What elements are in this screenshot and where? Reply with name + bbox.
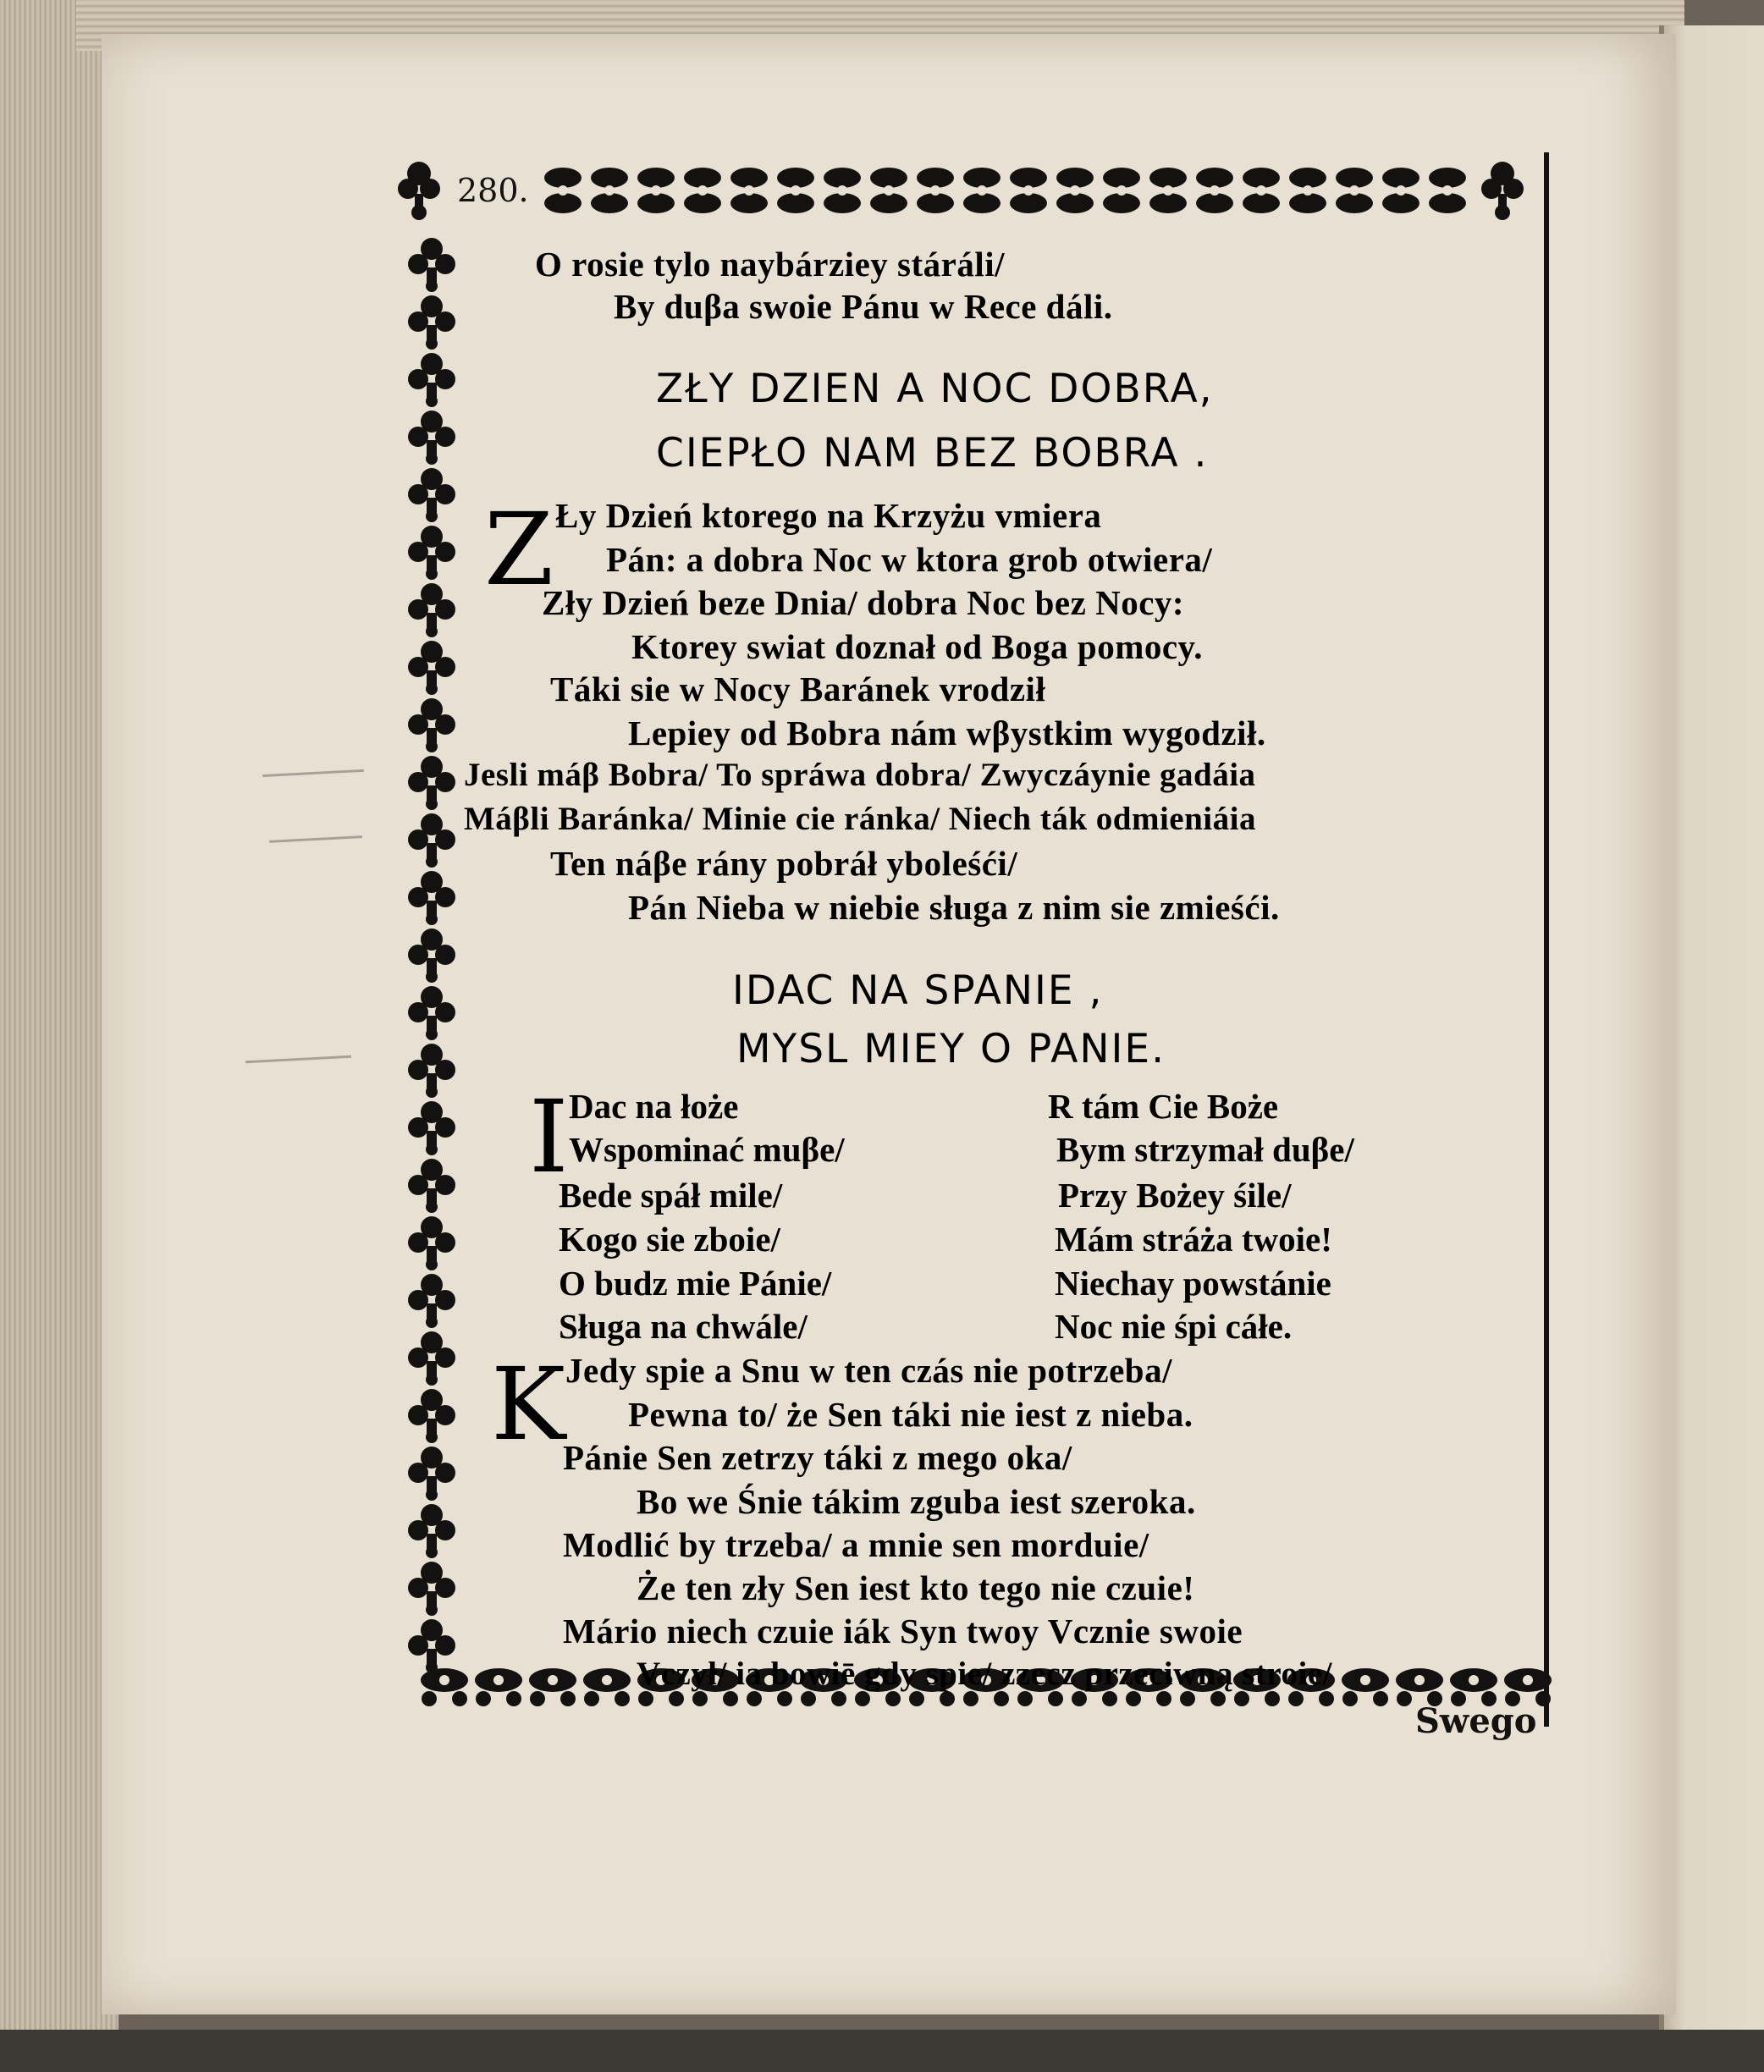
right-column-line: Przy Bożey śile/ [1058,1176,1292,1215]
verse-line: Pewna to/ że Sen táki nie iest z nieba. [628,1395,1193,1434]
left-column-line: Kogo sie zboie/ [559,1220,780,1259]
catchword: Swego [1415,1701,1537,1741]
verse-line: Jesli máβ Bobra/ To spráwa dobra/ Zwyczáynie gadáia [464,757,1256,793]
verse-line: Máβli Baránka/ Minie cie ránka/ Niech ták odmieniáia [464,801,1256,837]
verse-line: Vczył/ ia bowiē gdy spie/ zzecz przeciwną stroie/ [637,1656,1333,1692]
verse-line: Bo we Śnie tákim zguba iest szeroka. [637,1482,1196,1521]
verse-line: Ły Dzień ktorego na Krzyżu vmiera [555,496,1102,535]
left-column-line: O budz mie Pánie/ [559,1264,832,1303]
left-column-line: Sługa na chwále/ [559,1307,808,1346]
drop-cap: Z [484,491,554,608]
ornamental-border-left [398,152,466,1727]
drop-cap: K [491,1346,566,1463]
left-column-line: Wspominać muβe/ [569,1130,845,1169]
drop-cap: I [529,1078,569,1195]
verse-line: Mário niech czuie iák Syn twoy Vcznie swoie [563,1612,1243,1650]
verse-line: Pánie Sen zetrzy táki z mego oka/ [563,1438,1072,1477]
verse-line: O rosie tylo naybárziey stáráli/ [535,245,1006,284]
verse-line: Modlić by trzeba/ a mnie sen morduie/ [563,1525,1149,1564]
right-column-line: Bym strzymał duβe/ [1056,1130,1354,1169]
verse-line: Pán Nieba w niebie sługa z nim sie zmieśći. [628,888,1280,927]
verse-line: Táki sie w Nocy Baránek vrodził [550,670,1046,708]
verse-line: By duβa swoie Pánu w Rece dáli. [614,287,1113,326]
verse-line: Lepiey od Bobra nám wβystkim wygodził. [628,714,1266,752]
border-right-rule [1544,152,1549,1727]
verse-line: Ktorey swiat doznał od Boga pomocy. [631,627,1204,666]
book-page-edges [0,0,119,2072]
section-heading: CIEPŁO NAM BEZ BOBRA . [656,430,1209,477]
section-heading: MYSL MIEY O PANIE. [736,1026,1166,1072]
verse-line: Jedy spie a Snu w ten czás nie potrzeba/ [565,1351,1172,1390]
right-column-line: Mám stráża twoie! [1055,1220,1332,1259]
scan-bottom-edge [0,2030,1764,2072]
right-column-line: Noc nie śpi cáłe. [1055,1307,1293,1346]
ornamental-border-top [398,152,1549,229]
verse-line: Pán: a dobra Noc w ktora grob otwiera/ [606,540,1213,579]
verse-line: Ten náβe rány pobráł yboleśći/ [550,844,1018,883]
section-heading: ZŁY DZIEN A NOC DOBRA, [656,366,1214,412]
right-column-line: Niechay powstánie [1055,1264,1331,1303]
left-column-line: Bede spáł mile/ [559,1176,783,1215]
verse-line: Że ten zły Sen iest kto tego nie czuie! [637,1568,1195,1607]
page-number: 280. [457,172,529,209]
section-heading: IDAC NA SPANIE , [732,967,1104,1014]
right-column-line: R tám Cie Boże [1048,1087,1279,1126]
verse-line: Zły Dzień beze Dnia/ dobra Noc bez Nocy: [542,583,1185,622]
left-column-line: Dac na łoże [569,1087,739,1126]
